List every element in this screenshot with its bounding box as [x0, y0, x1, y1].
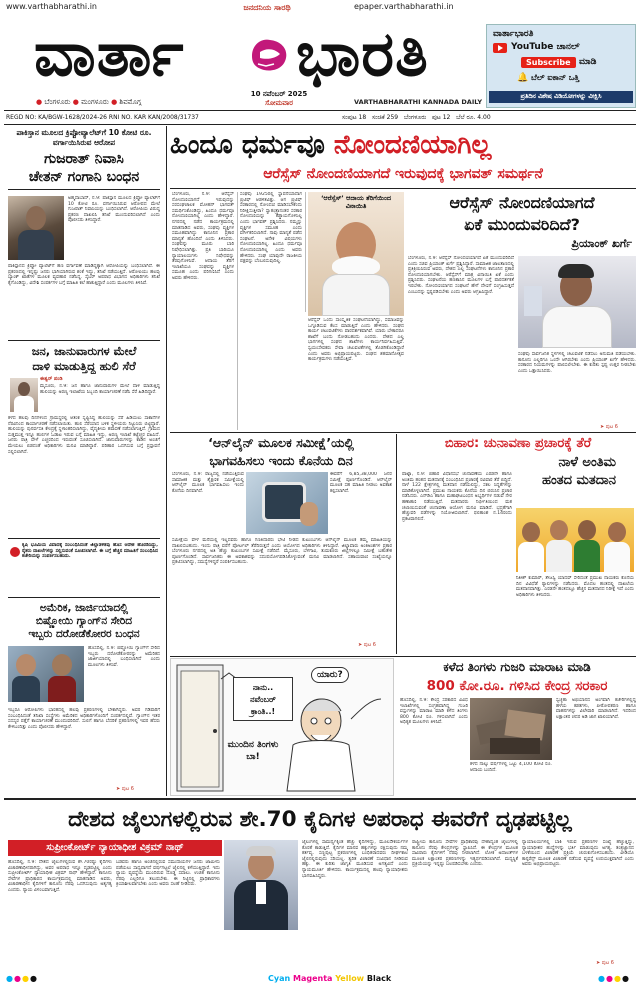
- bihar-text-1: ಪಾಟ್ನಾ, ನ.9: ಬಿಹಾರ ವಿಧಾನಸಭೆ ಚುನಾವಣೆಯ ಎರಡನೇ ಹಾಗೂ ಅಂತಿಮ ಹಂತದ ಮತದಾನಕ್ಕೆ ಸಂಬಂಧಿಸಿದ ಪ್ರಚಾರಕ್ಕೆ ರವಿವಾರ ತೆರೆ ಬಿದ್ದಿದೆ. ನಾಳೆ 122 ಕ್ಷೇತ್ರಗಳಲ್ಲಿ ಮತದಾನ ನಡೆಯಲಿದ್ದು, ಸಕಲ ಸಿದ್ಧತೆಗಳನ್ನು ಮಾಡಿಕೊಳ್ಳಲಾಗಿದೆ. ಪ್ರಮುಖ ನಾಯಕರು ಕೊನೆಯ ದಿನ ಬಿರುಸಿನ ಪ್ರಚಾರ ನಡೆಸಿದರು. ಎನ್‌ಡಿಎ ಹಾಗೂ ಮಹಾಘಟಬಂಧನ ಅಭ್ಯರ್ಥಿಗಳ ನಡುವೆ ನೇರ ಹಣಾಹಣಿ ನಡೆಯುತ್ತಿದೆ. ಮತದಾರರು ನಿರ್ಭೀತಿಯಿಂದ ಮತ ಚಲಾಯಿಸುವಂತೆ ಚುನಾವಣಾ ಆಯೋಗ ಮನವಿ ಮಾಡಿದೆ. ಭದ್ರತೆಗಾಗಿ ಹೆಚ್ಚುವರಿ ಪಡೆಗಳನ್ನು ನಿಯೋಜಿಸಲಾಗಿದೆ. ಫಲಿತಾಂಶ ನ.14ರಂದು ಪ್ರಕಟವಾಗಲಿದೆ.: [402, 472, 512, 522]
- left-story-1-text: ಅಹ್ಮದಾಬಾದ್, ನ.9: ಪಾಕಿಸ್ತಾನ ಮೂಲದ ಕ್ರಿಪ್ಟೋ ವ್ಯಾಲೆಟ್‌ಗೆ 10 ಕೋಟಿ ರೂ. ವರ್ಗಾಯಿಸಿರುವ ಆರೋಪದ ಮೇಲೆ ಗುಜರಾತ್ ನಿವಾಸಿಯನ್ನು ಬಂಧಿಸಲಾಗಿದೆ. ಆರೋಪಿಯ ವಿರುದ್ಧ ಪ್ರಕರಣ ದಾಖಲಿಸಿ ತನಿಖೆ ಮುಂದುವರಿಸಲಾಗಿದೆ ಎಂದು ಪೊಲೀಸರು ತಿಳಿಸಿದ್ದಾರೆ.: [68, 196, 160, 224]
- masthead-url-right[interactable]: epaper.varthabharathi.in: [354, 2, 454, 11]
- scrap-photo: [470, 698, 552, 760]
- side-headline-2: ಏಕೆ ಮುಂದುವರಿದಿದೆ?: [464, 215, 580, 234]
- bottom-text-5: ನ್ಯಾಯಾಲಯಗಳಲ್ಲಿ ಬಾಕಿ ಇರುವ ಪ್ರಕರಣಗಳ ಸಂಖ್ಯೆ ಹೆಚ್ಚುತ್ತಿದ್ದು, ನ್ಯಾಯಾಧೀಶರ ಹುದ್ದೆಗಳನ್ನು ಭರ್ತಿ ಮಾಡುವುದು ಅಗತ್ಯ. ತಂತ್ರಜ್ಞಾನದ ಬಳಕೆಯಿಂದ ವಿಚಾರಣೆ ಪ್ರಕ್ರಿಯೆ ಚುರುಕುಗೊಳಿಸಬಹುದು. ವೀಡಿಯೊ ಕಾನ್ಫರೆನ್ಸ್ ಮೂಲಕ ವಿಚಾರಣೆ ನಡೆಸುವ ವ್ಯವಸ್ಥೆ ಉಪಯುಕ್ತವಾಗಿದೆ ಎಂದು ಅವರು ಅಭಿಪ್ರಾಯಪಟ್ಟರು.: [522, 840, 634, 868]
- side-text-col-2: ಸಂಘವು ಸಾರ್ವಜನಿಕ ಸ್ಥಳಗಳಲ್ಲಿ ಚಟುವಟಿಕೆ ನಡೆಸಲು ಅನುಮತಿ ಪಡೆಯಬೇಕು. ಕಾನೂನು ಎಲ್ಲರಿಗೂ ಒಂದೇ ಆಗಿರಬೇಕು ಎಂದು ಪ್ರಿಯಾಂಕ್ ಖರ್ಗೆ ಹೇಳಿದರು. ಸರಕಾರದ ನಿಯಮಗಳನ್ನು ಪಾಲಿಸಲೇಬೇಕು. ಈ ಕುರಿತು ಸ್ಪಷ್ಟ ಉತ್ತರ ನೀಡಬೇಕು ಎಂದು ಒತ್ತಾಯಿಸಿದರು.: [518, 352, 636, 374]
- left-notice-box: [8, 538, 160, 598]
- masthead-brand-right: VARTHABHARATHI KANNADA DAILY: [354, 98, 483, 106]
- bihar-leaders-photo: [516, 508, 634, 572]
- side-name: ಪ್ರಿಯಾಂಕ್ ಖರ್ಗೆ: [571, 237, 632, 250]
- left-divider-1: [8, 340, 160, 341]
- youtube-icon: [493, 43, 507, 53]
- cartoon-sign-line-3: ಕ್ರಾಂತಿ..!: [250, 707, 276, 716]
- justice-photo: [224, 840, 298, 930]
- lead-text-col-3: ಆರೆಸ್ಸೆಸ್ ಒಂದು ಸಾಂಸ್ಕೃತಿಕ ಸಂಘಟನೆಯಾಗಿದ್ದು, ಸಮಾಜವನ್ನು ಒಗ್ಗೂಡಿಸುವ ಕೆಲಸ ಮಾಡುತ್ತಿದೆ ಎಂದು ಹೇಳಿದರು. ಸಂಘದ ಕಾರ್ಯ ಚಟುವಟಿಕೆಗಳು ಪಾರದರ್ಶಕವಾಗಿವೆ. ಯಾರು ಬೇಕಾದರೂ ಶಾಖೆಗೆ ಬಂದು ನೋಡಬಹುದು ಎಂದರು. ದೇಶದ ಎಲ್ಲ ಭಾಗಗಳಲ್ಲಿ ಸಂಘದ ಶಾಖೆಗಳು ಕಾರ್ಯನಿರ್ವಹಿಸುತ್ತಿವೆ. ಸ್ವಯಂಸೇವಕರು ಸೇವಾ ಚಟುವಟಿಕೆಗಳಲ್ಲಿ ತೊಡಗಿಕೊಂಡಿದ್ದಾರೆ ಎಂದು ಅವರು ಅಭಿಪ್ರಾಯಪಟ್ಟರು. ಸಂಘದ ಶತಮಾನೋತ್ಸವ ಕಾರ್ಯಕ್ರಮಗಳು ನಡೆಯುತ್ತಿವೆ.: [308, 318, 404, 363]
- left-story-3-body: ಇಬ್ಬರೂ ಆರೋಪಿಗಳು ಭಾರತದಲ್ಲಿ ಹಲವು ಪ್ರಕರಣಗಳಲ್ಲಿ ಬೇಕಾಗಿದ್ದರು. ಅವರ ಗಡಿಪಾರಿಗೆ ಸಂಬಂಧಿಸಿದಂತೆ ತನಿಖಾ ಸಂಸ್ಥೆಗಳು ಅಮೆರಿಕದ ಅಧಿಕಾರಿಗಳೊಂದಿಗೆ ಸಂಪರ್ಕದಲ್ಲಿವೆ. ಗ್ಯಾಂಗ್‌ನ ಇತರ ಸದಸ್ಯರ ಪತ್ತೆಗೆ ಕಾರ್ಯಾಚರಣೆ ಮುಂದುವರಿದಿದೆ. ಸುಲಿಗೆ ಹಾಗೂ ಬೆದರಿಕೆ ಪ್ರಕರಣಗಳಲ್ಲಿ ಇವರ ಹೆಸರು ಕೇಳಿಬಂದಿತ್ತು ಎಂದು ಪೊಲೀಸರು ಹೇಳಿದ್ದಾರೆ.: [8, 708, 160, 730]
- col-divider-mid: [396, 434, 397, 654]
- lead-text-col-2: ಸಂಘವು 1925ರಲ್ಲಿ ಸ್ಥಾಪನೆಯಾದಾಗ ಬ್ರಿಟಿಷ್ ಆಡಳಿತವಿತ್ತು. ಆಗ ಬ್ರಿಟಿಷ್ ಸರಕಾರದಲ್ಲಿ ನೋಂದಣಿ ಮಾಡಿಸಬೇಕೆಂದು ನಿರೀಕ್ಷಿಸುತ್ತೀರಾ? ಸ್ವಾತಂತ್ರ್ಯಾನಂತರ ಸರಕಾರ ನೋಂದಣಿಯನ್ನು ಕಡ್ಡಾಯಗೊಳಿಸಿಲ್ಲ ಎಂದು ಭಾಗವತ್ ಪ್ರಶ್ನಿಸಿದರು. ನಮ್ಮನ್ನು ವ್ಯಕ್ತಿಗಳ ಸಮೂಹ ಎಂದು ವರ್ಗೀಕರಿಸಲಾಗಿದೆ. ನಾವು ಮಾನ್ಯತೆ ಪಡೆದ ಸಂಘಟನೆ. ಅನೇಕ ವಿಷಯಗಳು ನೋಂದಣಿಯಾಗಿಲ್ಲ. ಹಿಂದೂ ಧರ್ಮವೂ ನೋಂದಣಿಯಾಗಿಲ್ಲ ಎಂದು ಅವರು ಹೇಳಿದರು. ಸಂಘ ಯಾವುದೇ ರಾಜಕೀಯ ಪಕ್ಷವನ್ನು ಬೆಂಬಲಿಸುವುದಿಲ್ಲ.: [240, 192, 302, 265]
- promo-line1: ವಾರ್ತಾಭಾರತಿ: [493, 29, 534, 39]
- bottom-more-link[interactable]: ➤ ಪುಟ 6: [596, 960, 614, 966]
- meta-volume: ಸಂಪುಟ 18: [342, 114, 367, 121]
- online-headline-1: ‘ಆನ್‌ಲೈನ್ ಮೂಲಕ ಸಮೀಕ್ಷೆ’ಯಲ್ಲಿ: [208, 435, 354, 450]
- side-more-link[interactable]: ➤ ಪುಟ 6: [600, 424, 618, 430]
- colorbar-yellow: Yellow: [335, 974, 365, 983]
- print-colorbar: [0, 972, 640, 986]
- survey-photo: [246, 472, 328, 534]
- colorbar-cyan: Cyan: [268, 974, 291, 983]
- colorbar-black: Black: [366, 974, 392, 983]
- left-headline-box: [8, 150, 160, 190]
- masthead: [0, 0, 640, 124]
- masthead-tagline: ಜನದನಿಯ ಸಾರಥಿ: [243, 3, 291, 12]
- left-story-2-headline-1: ಜನ, ಜಾನುವಾರುಗಳ ಮೇಲೆ: [31, 344, 137, 358]
- scrap-text-3: ಕಳೆದ ನಾಲ್ಕು ವರ್ಷಗಳಲ್ಲಿ ಒಟ್ಟು 4,100 ಕೋಟಿ ರೂ. ಆದಾಯ ಬಂದಿದೆ.: [470, 762, 552, 773]
- arrest-photo: [8, 646, 84, 702]
- left-column: [4, 126, 164, 796]
- reg-line: [6, 112, 636, 124]
- edition-dot-icon: ●: [72, 98, 79, 106]
- meta-price: ಬೆಲೆ ರೂ. 4.00: [456, 114, 491, 121]
- scrap-text-1: ಹೊಸದಿಲ್ಲಿ, ನ.9: ಕೇಂದ್ರ ಸರಕಾರದ ವಿವಿಧ ಇಲಾಖೆಗಳಲ್ಲಿ ಸಂಗ್ರಹವಾಗಿದ್ದ ಗುಜರಿ ವಸ್ತುಗಳನ್ನು ಮಾರಾಟ ಮಾಡಿ ಕಳೆದ ತಿಂಗಳು 800 ಕೋಟಿ ರೂ. ಗಳಿಸಲಾಗಿದೆ ಎಂದು ಅಧಿಕೃತ ಮೂಲಗಳು ತಿಳಿಸಿವೆ.: [400, 698, 468, 726]
- left-story-2-head: [8, 344, 160, 374]
- left-story-2-byline: ಈಶ್ವರ್ ಪಂಡಿ: [40, 376, 63, 382]
- cartoon-sign-line-1: ನಾನು..: [252, 683, 274, 692]
- side-text-col-1: ಬೆಂಗಳೂರು, ನ.9: ಆರೆಸ್ಸೆಸ್ ನೋಂದಣಿಯಾಗದೆ ಏಕೆ ಮುಂದುವರಿದಿದೆ ಎಂದು ಸಚಿವ ಪ್ರಿಯಾಂಕ್ ಖರ್ಗೆ ಪ್ರಶ್ನಿಸಿದ್ದಾರೆ. ಸಾಮಾಜಿಕ ಜಾಲತಾಣದಲ್ಲಿ ಪ್ರತಿಕ್ರಿಯಿಸಿರುವ ಅವರು, ದೇಶದ ಎಲ್ಲ ಸಂಘಟನೆಗಳು ಕಾನೂನಿನ ಪ್ರಕಾರ ನೋಂದಣಿಯಾಗಬೇಕು. ಆರೆಸ್ಸೆಸ್‌ಗೆ ಮಾತ್ರ ವಿನಾಯಿತಿ ಏಕೆ ಎಂದು ಪ್ರಶ್ನಿಸಿದರು. ಸಂಘಟನೆಯ ಹಣಕಾಸಿನ ಮೂಲಗಳ ಬಗ್ಗೆ ಪಾರದರ್ಶಕತೆ ಇರಬೇಕು. ನೋಂದಣಿಯಾಗದ ಸಂಘಟನೆ ಹೇಗೆ ದೇಣಿಗೆ ಸಂಗ್ರಹಿಸುತ್ತದೆ ಎಂಬುದನ್ನು ಸ್ಪಷ್ಟಪಡಿಸಬೇಕು ಎಂದು ಅವರು ಆಗ್ರಹಿಸಿದ್ದಾರೆ.: [408, 256, 514, 295]
- promo-line2: YouTube ಚಾನಲ್: [511, 42, 580, 52]
- edition-item: ಶಿವಮೊಗ್ಗ: [119, 98, 142, 106]
- lead-quote: ‘ಆರೆಸ್ಸೆಸ್’ ಆದಾಯ ತೆರಿಗೆಯಿಂದ ವಿನಾಯಿತಿ: [320, 194, 392, 210]
- bottom-text-4: ರಾಷ್ಟ್ರೀಯ ಕಾನೂನು ಸೇವೆಗಳ ಪ್ರಾಧಿಕಾರವು ದೇಶಾದ್ಯಂತ ಜೈಲುಗಳಲ್ಲಿ ಕಾನೂನು ನೆರವು ಕೇಂದ್ರಗಳನ್ನು ಸ್ಥಾಪಿಸಿದೆ. ಈ ಕೇಂದ್ರಗಳ ಮೂಲಕ ಸಾವಿರಾರು ಕೈದಿಗಳಿಗೆ ನೆರವು ನೀಡಲಾಗಿದೆ. ಲೋಕ ಅದಾಲತ್‌ಗಳ ಮೂಲಕ ಲಕ್ಷಾಂತರ ಪ್ರಕರಣಗಳನ್ನು ಇತ್ಯರ್ಥಪಡಿಸಲಾಗಿದೆ. ಮಧ್ಯಸ್ಥಿಕೆ ಪ್ರಕ್ರಿಯೆಯನ್ನು ಇನ್ನಷ್ಟು ಬಲಪಡಿಸಬೇಕು ಎಂದರು.: [412, 840, 518, 868]
- left-headline-2: ಚೇತನ್ ಗಂಗಾನಿ ಬಂಧನ: [28, 169, 140, 185]
- left-story-3-text: ಹೊಸದಿಲ್ಲಿ, ನ.9: ಬಿಷ್ಣೋಯಿ ಗ್ಯಾಂಗ್‌ಗೆ ಸೇರಿದ ಇಬ್ಬರು ದರೋಡೆಕೋರರನ್ನು ಅಮೆರಿಕದ ಜಾರ್ಜಿಯಾದಲ್ಲಿ ಬಂಧಿಸಲಾಗಿದೆ ಎಂದು ಮೂಲಗಳು ತಿಳಿಸಿವೆ.: [88, 646, 160, 668]
- bihar-headline-3: ಹಂತದ ಮತದಾನ: [541, 473, 616, 488]
- meta-city: ಬೆಂಗಳೂರು: [403, 114, 427, 121]
- bihar-text-2: ನಿತೀಶ್ ಕುಮಾರ್, ತೇಜಸ್ವಿ ಯಾದವ್ ಸೇರಿದಂತೆ ಪ್ರಮುಖ ನಾಯಕರು ಕೊನೆಯ ದಿನ ವಿವಿಧೆಡೆ ರ‍್ಯಾಲಿಗಳನ್ನು ನಡೆಸಿದರು. ಮೊದಲ ಹಂತದಲ್ಲಿ ದಾಖಲೆಯ ಮತದಾನವಾಗಿತ್ತು. ಎರಡನೇ ಹಂತದಲ್ಲೂ ಹೆಚ್ಚಿನ ಮತದಾನದ ನಿರೀಕ್ಷೆ ಇದೆ ಎಂದು ಅಧಿಕಾರಿಗಳು ತಿಳಿಸಿದರು.: [516, 576, 634, 598]
- cartoon-sign-line-2: ನವೆಂಬರ್: [250, 695, 276, 704]
- promo-line4: ಬೆಲ್ ಐಕಾನ್ ಒತ್ತಿ: [531, 73, 580, 82]
- online-story-head: [170, 434, 392, 470]
- lead-headline-red: ನೋಂದಣಿಯಾಗಿಲ್ಲ: [333, 130, 492, 160]
- lead-rule: [170, 188, 636, 189]
- reg-rule: [4, 124, 636, 125]
- cartoon-bubble-1: ಯಾರು?: [311, 667, 349, 683]
- left-story-3-headline-1: ಅಮೆರಿಕ, ಜಾರ್ಜಿಯಾದಲ್ಲಿ: [39, 602, 129, 614]
- online-text-1: ಬೆಂಗಳೂರು, ನ.9: ರಾಜ್ಯದಲ್ಲಿ ನಡೆಯುತ್ತಿರುವ ಸಾಮಾಜಿಕ ಮತ್ತು ಶೈಕ್ಷಣಿಕ ಸಮೀಕ್ಷೆಯಲ್ಲಿ ಆನ್‌ಲೈನ್ ಮೂಲಕ ಭಾಗವಹಿಸಲು ಇಂದು ಕೊನೆಯ ದಿನವಾಗಿದೆ.: [172, 472, 244, 494]
- left-story-3-headline-2: ಬಿಷ್ಣೋಯಿ ಗ್ಯಾಂಗ್‌ನ ಸೇರಿದ: [35, 615, 133, 627]
- promo-line3: ಮಾಡಿ: [579, 57, 597, 67]
- side-headline-1: ಆರೆಸ್ಸೆಸ್ ನೋಂದಣಿಯಾಗದೆ: [449, 193, 595, 212]
- col-divider-left: [166, 126, 167, 796]
- registration-dots-left: ●●●●: [6, 974, 38, 983]
- edition-item: ಬೆಂಗಳೂರು: [44, 98, 71, 106]
- left-story-3-more-link[interactable]: ➤ ಪುಟ 6: [116, 786, 134, 792]
- bhagwat-photo: [308, 192, 404, 316]
- scrap-headline-2: 800 ಕೋ.ರೂ. ಗಳಿಸಿದ ಕೇಂದ್ರ ಸರಕಾರ: [426, 678, 608, 694]
- bottom-headline: ದೇಶದ ಜೈಲುಗಳಲ್ಲಿರುವ ಶೇ.70 ಕೈದಿಗಳ ಅಪರಾಧ ಈವರೆಗೆ ದೃಢಪಟ್ಟಿಲ್ಲ: [68, 807, 572, 832]
- editions: [36, 98, 141, 107]
- bihar-headline-1: ಬಿಹಾರ: ಚುನಾವಣಾ ಪ್ರಚಾರಕ್ಕೆ ತೆರೆ: [444, 436, 592, 451]
- lead-col-divider-1: [237, 192, 238, 430]
- cartoon-sign: [233, 677, 293, 721]
- colorbar-magenta: Magenta: [292, 974, 333, 983]
- edition-dot-icon: ●: [36, 98, 43, 106]
- bottom-text-1: ಹೊಸದಿಲ್ಲಿ, ನ.9: ದೇಶದ ಜೈಲುಗಳಲ್ಲಿರುವ ಶೇ.70ರಷ್ಟು ಕೈದಿಗಳು ವಿಚಾರಣಾಧೀನರಾಗಿದ್ದು, ಅವರ ಅಪರಾಧ ಇನ್ನೂ ದೃಢಪಟ್ಟಿಲ್ಲ ಎಂದು ಸುಪ್ರೀಂಕೋರ್ಟ್ ನ್ಯಾಯಾಧೀಶ ವಿಕ್ರಮ್ ನಾಥ್ ಹೇಳಿದ್ದಾರೆ. ಕಾನೂನು ಸೇವೆಗಳ ಪ್ರಾಧಿಕಾರದ ಕಾರ್ಯಕ್ರಮದಲ್ಲಿ ಮಾತನಾಡಿದ ಅವರು, ವಿಚಾರಣಾಧೀನ ಕೈದಿಗಳಿಗೆ ಕಾನೂನು ನೆರವು ಒದಗಿಸುವುದು ಅತ್ಯಗತ್ಯ ಎಂದರು. ನ್ಯಾಯ ವಿಳಂಬವಾಗುತ್ತಿದೆ.: [8, 860, 112, 893]
- left-story-3-head: [8, 602, 160, 641]
- left-story-2-body: ಕಳೆದ ಹಲವು ದಿನಗಳಿಂದ ಗ್ರಾಮಸ್ಥರಲ್ಲಿ ಆತಂಕ ಸೃಷ್ಟಿಸಿದ್ದ ಹುಲಿಯನ್ನು ಸೆರೆ ಹಿಡಿಯಲು ಸಾಕಾನೆಗಳ ನೆರವಿನಿಂದ ಕಾರ್ಯಾಚರಣೆ ನಡೆಸಲಾಯಿತು. ಹುಲಿ ಸೆರೆಯಾದ ಬಳಿಕ ಸ್ಥಳೀಯರು ನಿಟ್ಟುಸಿರು ಬಿಟ್ಟಿದ್ದಾರೆ. ಹುಲಿಯನ್ನು ಪುನರ್ವಸತಿ ಕೇಂದ್ರಕ್ಕೆ ಸ್ಥಳಾಂತರಿಸಲಾಗಿದ್ದು, ವೈದ್ಯಕೀಯ ತಪಾಸಣೆ ನಡೆಸಲಾಗುತ್ತಿದೆ. ಗ್ರಾಮದ ಸುತ್ತಮುತ್ತ ಇನ್ನೂ ಹುಲಿಗಳ ಓಡಾಟ ಇರುವ ಬಗ್ಗೆ ಮಾಹಿತಿ ಇದ್ದು, ಅರಣ್ಯ ಇಲಾಖೆ ಕಟ್ಟೆಚ್ಚರ ವಹಿಸಿದೆ. ಜನರು ರಾತ್ರಿ ವೇಳೆ ಎಚ್ಚರದಿಂದ ಇರುವಂತೆ ಸೂಚಿಸಲಾಗಿದೆ. ಜಾನುವಾರುಗಳನ್ನು ಕಾಡಿನ ಅಂಚಿಗೆ ಮೇಯಲು ಬಿಡದಂತೆ ಅಧಿಕಾರಿಗಳು ಮನವಿ ಮಾಡಿದ್ದಾರೆ. ಪರಿಹಾರ ಒದಗಿಸುವ ಬಗ್ಗೆ ಪ್ರಸ್ತಾವನೆ ಸಲ್ಲಿಸಲಾಗಿದೆ.: [8, 416, 160, 455]
- masthead-url-left[interactable]: www.varthabharathi.in: [6, 2, 97, 11]
- left-story-2-text: ಮೈಸೂರು, ನ.9: ಜನ ಹಾಗೂ ಜಾನುವಾರುಗಳ ಮೇಲೆ ದಾಳಿ ಮಾಡುತ್ತಿದ್ದ ಹುಲಿಯನ್ನು ಅರಣ್ಯ ಇಲಾಖೆಯ ಸಿಬ್ಬಂದಿ ಕಾರ್ಯಾಚರಣೆ ನಡೆಸಿ ಸೆರೆ ಹಿಡಿದಿದ್ದಾರೆ.: [40, 384, 160, 395]
- online-text-3: ಸಮೀಕ್ಷೆಯ ವೇಳೆ ಮನೆಯಲ್ಲಿ ಇಲ್ಲದವರು ಹಾಗೂ ಗಣತಿದಾರರು ಭೇಟಿ ನೀಡದ ಕುಟುಂಬಗಳು ಆನ್‌ಲೈನ್ ಮೂಲಕ ತಮ್ಮ ಮಾಹಿತಿಯನ್ನು ದಾಖಲಿಸಬಹುದು. ಇಂದು ರಾತ್ರಿ ವರೆಗೆ ಪೋರ್ಟಲ್ ತೆರೆದಿರುತ್ತದೆ ಎಂದು ಆಯೋಗದ ಅಧಿಕಾರಿಗಳು ತಿಳಿಸಿದ್ದಾರೆ. ಜಿಲ್ಲಾವಾರು ಅಂಕಿಅಂಶಗಳ ಪ್ರಕಾರ ಬೆಂಗಳೂರು ನಗರದಲ್ಲಿ ಅತಿ ಹೆಚ್ಚು ಕುಟುಂಬಗಳ ಸಮೀಕ್ಷೆ ನಡೆದಿದೆ. ಮೈಸೂರು, ಬೆಳಗಾವಿ, ತುಮಕೂರು ಜಿಲ್ಲೆಗಳಲ್ಲೂ ಸಮೀಕ್ಷೆ ಬಹುತೇಕ ಪೂರ್ಣಗೊಂಡಿದೆ. ಸಾರ್ವಜನಿಕರು ಈ ಅವಕಾಶವನ್ನು ಸದುಪಯೋಗಪಡಿಸಿಕೊಳ್ಳುವಂತೆ ಮನವಿ ಮಾಡಲಾಗಿದೆ. ಸಹಾಯವಾಣಿ ಸಂಖ್ಯೆಯನ್ನೂ ಪ್ರಕಟಿಸಲಾಗಿದ್ದು, ಸಮಸ್ಯೆಗಳಿದ್ದರೆ ಸಂಪರ್ಕಿಸಬಹುದು.: [172, 538, 392, 566]
- left-story-3-headline-3: ಇಬ್ಬರು ದರೋಡೆಕೋರರ ಬಂಧನ: [28, 628, 140, 640]
- logo-emblem-icon: [246, 34, 292, 76]
- meta-pages: ಪುಟ 12: [432, 114, 451, 121]
- bihar-headline-2: ನಾಳೆ ಅಂತಿಮ: [558, 455, 616, 470]
- masthead-date: 10 ನವೆಂಬರ್ 2025: [250, 90, 308, 98]
- masthead-title-right: ಭಾರತಿ: [296, 17, 429, 90]
- masthead-title-left: ವಾರ್ತಾ: [34, 17, 185, 90]
- online-headline-2: ಭಾಗವಹಿಸಲು ಇಂದು ಕೊನೆಯ ದಿನ: [209, 453, 353, 468]
- subscribe-button[interactable]: Subscribe: [521, 57, 576, 68]
- lead-col-divider-2: [305, 192, 306, 312]
- lead-headline-black: ಹಿಂದೂ ಧರ್ಮವೂ: [170, 130, 325, 160]
- left-kicker: ಪಾಕಿಸ್ತಾನ ಮೂಲದ ಕ್ರಿಪ್ಟೋವ್ಯಾಲೆಟ್‌ಗೆ 10 ಕೋಟಿ ರೂ. ವರ್ಗಾಯಿಸಿರುವ ಆರೋಪ: [16, 128, 152, 147]
- suspect-photo: [8, 196, 64, 260]
- edition-item: ಮಂಗಳೂರು: [81, 98, 109, 106]
- bullet-icon: [10, 547, 20, 557]
- left-notice-text: ಕೃಷಿ ಭೂಮಿಯ ವಿವಾದಕ್ಕೆ ಸಂಬಂಧಿಸಿದಂತೆ ಜಿಲ್ಲಾಡಳಿತವು ಹೊಸ ಆದೇಶ ಹೊರಡಿಸಿದ್ದು, ರೈತರು ದಾಖಲೆಗಳನ್ನು ಸಲ್ಲಿಸುವಂತೆ ಸೂಚಿಸಲಾಗಿದೆ. ಈ ಬಗ್ಗೆ ಹೆಚ್ಚಿನ ಮಾಹಿತಿಗೆ ಸಂಬಂಧಿಸಿದ ಕಚೇರಿಯನ್ನು ಸಂಪರ್ಕಿಸಬಹುದು.: [22, 543, 158, 560]
- youtube-promo[interactable]: [486, 24, 636, 108]
- scrap-headline-1: ಕಳೆದ ತಿಂಗಳು ಗುಜರಿ ಮಾರಾಟ ಮಾಡಿ: [443, 660, 591, 674]
- lead-headline: [170, 127, 636, 163]
- bottom-text-3: ಜೈಲುಗಳಲ್ಲಿ ಸಾಮರ್ಥ್ಯಕ್ಕಿಂತ ಹೆಚ್ಚು ಕೈದಿಗಳಿದ್ದು, ಮೂಲಸೌಕರ್ಯಗಳ ಕೊರತೆ ಕಾಡುತ್ತಿದೆ. ಕೈದಿಗಳ ಮಾನವ ಹಕ್ಕುಗಳನ್ನು ರಕ್ಷಿಸುವುದು ನಮ್ಮ ಕರ್ತವ್ಯ. ಸಣ್ಣಪುಟ್ಟ ಪ್ರಕರಣಗಳಲ್ಲಿ ಬಂಧಿತರಾದವರು ದೀರ್ಘಕಾಲ ಜೈಲಿನಲ್ಲಿರುವುದು ಸರಿಯಲ್ಲ. ತ್ವರಿತ ವಿಚಾರಣೆ ಸಂವಿಧಾನ ನೀಡಿರುವ ಹಕ್ಕು. ಈ ಕುರಿತು ಜಾಗೃತಿ ಮೂಡಿಸುವ ಅಗತ್ಯವಿದೆ ಎಂದು ನ್ಯಾಯಮೂರ್ತಿ ಹೇಳಿದರು. ಕಾರ್ಯಕ್ರಮದಲ್ಲಿ ಹಲವು ನ್ಯಾಯಾಧೀಶರು ಭಾಗವಹಿಸಿದ್ದರು.: [302, 840, 408, 879]
- reporter-photo: [10, 378, 38, 412]
- lower-rule: [4, 798, 636, 800]
- side-story-head: [408, 192, 636, 252]
- edition-dot-icon: ●: [111, 98, 118, 106]
- online-more-link[interactable]: ➤ ಪುಟ 6: [358, 642, 376, 648]
- cartoon: [170, 658, 394, 796]
- scrap-story-head: [398, 658, 636, 696]
- cartoon-bubble-2: ಮುಂದಿನ ತಿಂಗಳು ಬಾ!: [227, 740, 279, 762]
- registration-dots-right: ●●●●: [598, 974, 630, 983]
- meta-issue: ಸಂಚಿಕೆ 259: [371, 114, 399, 121]
- online-text-2: ಈವರೆಗೆ 6,85,38,000 ಜನರ ಸಮೀಕ್ಷೆ ಪೂರ್ಣಗೊಂಡಿದೆ. ಆನ್‌ಲೈನ್ ಮೂಲಕ ಸಹ ಮಾಹಿತಿ ನೀಡಲು ಅವಕಾಶ ಕಲ್ಪಿಸಲಾಗಿದೆ.: [330, 472, 392, 494]
- lead-text-col-1: ಬೆಂಗಳೂರು, ನ.9: ಆರೆಸ್ಸೆಸ್ ನೋಂದಣಿಯಾಗದೆ ಇರುವುದನ್ನು ಸರಸಂಘಚಾಲಕ ಮೋಹನ್ ಭಾಗವತ್ ಸಮರ್ಥಿಸಿಕೊಂಡಿದ್ದು, ಹಿಂದೂ ಧರ್ಮವೂ ನೋಂದಣಿಯಾಗಿಲ್ಲ ಎಂದು ಹೇಳಿದ್ದಾರೆ. ನಗರದಲ್ಲಿ ನಡೆದ ಕಾರ್ಯಕ್ರಮದಲ್ಲಿ ಮಾತನಾಡಿದ ಅವರು, ಸಂಘವು ವ್ಯಕ್ತಿಗಳ ಸಮೂಹವಾಗಿದ್ದು ಕಾನೂನಿನ ಪ್ರಕಾರ ಮಾನ್ಯತೆ ಹೊಂದಿದೆ ಎಂದು ತಿಳಿಸಿದರು. ಸಂಘವನ್ನು ಮೂರು ಬಾರಿ ನಿಷೇಧಿಸಲಾಗಿತ್ತು. ಪ್ರತಿ ಬಾರಿಯೂ ನ್ಯಾಯಾಲಯಗಳು ನಿಷೇಧವನ್ನು ತೆರವುಗೊಳಿಸಿವೆ. ಆದಾಯ ತೆರಿಗೆ ಇಲಾಖೆಯೂ ಸಂಘವನ್ನು ವ್ಯಕ್ತಿಗಳ ಸಮೂಹ ಎಂದು ಪರಿಗಣಿಸಿದೆ ಎಂದು ಅವರು ಹೇಳಿದರು.: [172, 192, 234, 281]
- scrap-text-2: ಸ್ವಚ್ಛತಾ ಅಭಿಯಾನದ ಅಂಗವಾಗಿ ಕಚೇರಿಗಳಲ್ಲಿದ್ದ ಹಳೆಯ ಕಡತಗಳು, ಪೀಠೋಪಕರಣ ಹಾಗೂ ವಾಹನಗಳನ್ನು ವಿಲೇವಾರಿ ಮಾಡಲಾಗಿದೆ. ಇದರಿಂದ ಲಕ್ಷಾಂತರ ಚದರ ಅಡಿ ಜಾಗ ಖಾಲಿಯಾಗಿದೆ.: [556, 698, 636, 720]
- left-headline-1: ಗುಜರಾತ್ ನಿವಾಸಿ: [44, 151, 124, 167]
- mid-bottom-rule: [170, 656, 636, 657]
- priyank-photo: [518, 256, 636, 348]
- bottom-kicker: ಸುಪ್ರೀಂಕೋರ್ಟ್ ನ್ಯಾಯಾಧೀಶ ವಿಕ್ರಮ್ ನಾಥ್: [8, 840, 222, 856]
- left-story-2-headline-2: ದಾಳಿ ಮಾಡುತ್ತಿದ್ದ ಹುಲಿ ಸೆರೆ: [32, 359, 136, 373]
- masthead-rule: [4, 110, 636, 111]
- lead-bottom-rule: [170, 432, 636, 433]
- bell-icon: 🔔: [517, 73, 529, 83]
- bottom-text-2: ಬಡವರು ಹಾಗೂ ಅಂಚಿನಲ್ಲಿರುವ ಸಮುದಾಯಗಳ ಜನರು ಜಾಮೀನು ಪಡೆಯಲು ಸಾಧ್ಯವಾಗದೆ ವರ್ಷಗಟ್ಟಲೆ ಜೈಲಿನಲ್ಲಿ ಕಳೆಯುತ್ತಿದ್ದಾರೆ. ಇದು ನ್ಯಾಯ ವ್ಯವಸ್ಥೆಯ ಮುಂದಿರುವ ದೊಡ್ಡ ಸವಾಲು. ಉಚಿತ ಕಾನೂನು ನೆರವು ಎಲ್ಲರಿಗೂ ತಲುಪಬೇಕು. ಈ ನಿಟ್ಟಿನಲ್ಲಿ ಪ್ರಾಧಿಕಾರಗಳು ಕ್ರಿಯಾಶೀಲವಾಗಬೇಕು ಎಂದು ಅವರು ಸಲಹೆ ನೀಡಿದರು.: [116, 860, 220, 888]
- promo-line5: ಪ್ರತಿದಿನ ವಿಶೇಷ ವಿಡಿಯೋಗಳನ್ನು ವೀಕ್ಷಿಸಿ: [489, 91, 633, 103]
- reg-no: REGD NO: KA/BGW-1628/2024-26 RNI NO. KAR KAN/2008/31737: [6, 114, 199, 121]
- lead-subhead: ಆರೆಸ್ಸೆಸ್ ನೋಂದಣಿಯಾಗದೆ ಇರುವುದಕ್ಕೆ ಭಾಗವತ್ ಸಮರ್ಥನೆ: [263, 166, 543, 182]
- left-story-1-body: ಪಾಕಿಸ್ತಾನದ ಕ್ರಿಪ್ಟೋ ವ್ಯಾಲೆಟ್‌ಗೆ ಹಣ ವರ್ಗಾವಣೆ ಮಾಡಿದ್ದಕ್ಕಾಗಿ ಆರೋಪಿಯನ್ನು ಬಂಧಿಸಲಾಗಿದೆ. ಈ ಪ್ರಕರಣದಲ್ಲಿ ಇನ್ನಷ್ಟು ಜನರು ಭಾಗಿಯಾಗಿರುವ ಶಂಕೆ ಇದ್ದು, ತನಿಖೆ ನಡೆಯುತ್ತಿದೆ. ಆರೋಪಿಯು ಹಲವು ಬ್ಯಾಂಕ್ ಖಾತೆಗಳ ಮೂಲಕ ವ್ಯವಹಾರ ನಡೆಸಿದ್ದ. ಸೈಬರ್ ಅಪರಾಧ ವಿಭಾಗದ ಅಧಿಕಾರಿಗಳು ತನಿಖೆ ಕೈಗೊಂಡಿದ್ದು, ವಿದೇಶಿ ಸಂಪರ್ಕಗಳ ಬಗ್ಗೆ ಮಾಹಿತಿ ಕಲೆ ಹಾಕುತ್ತಿದ್ದಾರೆ ಎಂದು ಮೂಲಗಳು ತಿಳಿಸಿವೆ.: [8, 264, 160, 286]
- masthead-day: ಸೋಮವಾರ: [265, 99, 293, 107]
